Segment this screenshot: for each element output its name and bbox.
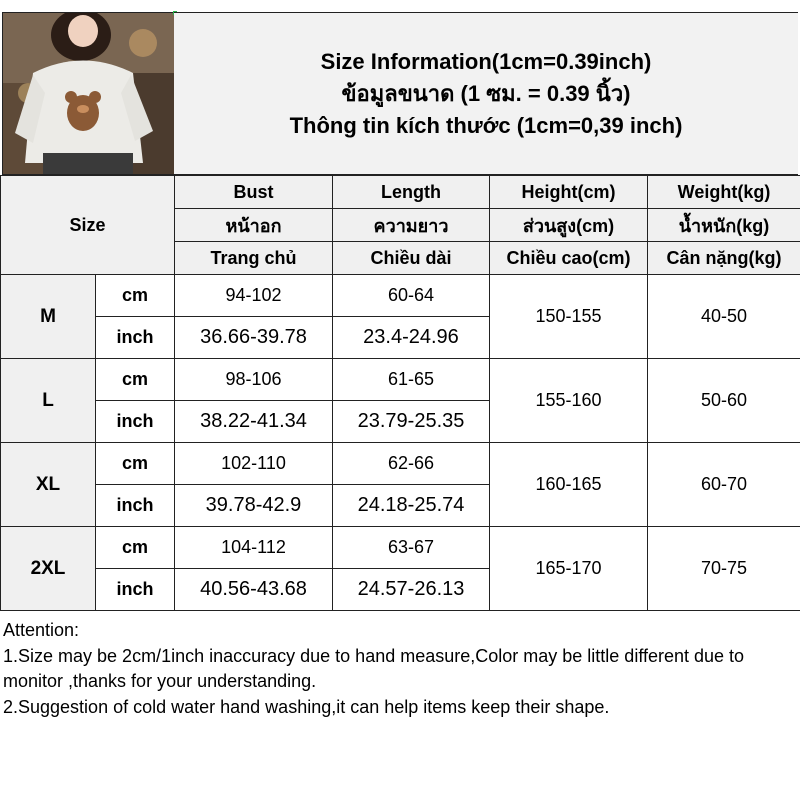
height-value: 165-170 xyxy=(490,527,648,611)
length-inch: 23.4-24.96 xyxy=(333,317,490,359)
attention-notes xyxy=(3,618,798,720)
length-header-thai: ความยาว xyxy=(333,209,490,242)
bust-cm: 104-112 xyxy=(175,527,333,569)
unit-inch: inch xyxy=(96,317,175,359)
length-header-vietnamese: Chiều dài xyxy=(333,242,490,275)
length-inch: 24.57-26.13 xyxy=(333,569,490,611)
bust-cm: 102-110 xyxy=(175,443,333,485)
length-inch: 23.79-25.35 xyxy=(333,401,490,443)
size-label: 2XL xyxy=(1,527,96,611)
bust-cm: 98-106 xyxy=(175,359,333,401)
size-label: M xyxy=(1,275,96,359)
title-vietnamese: Thông tin kích thước (1cm=0,39 inch) xyxy=(289,112,683,138)
length-cm: 63-67 xyxy=(333,527,490,569)
bust-header: Bust xyxy=(175,176,333,209)
note-line-2: 2.Suggestion of cold water hand washing,it can help items keep their shape. xyxy=(3,696,610,717)
length-cm: 61-65 xyxy=(333,359,490,401)
bust-header-thai: หน้าอก xyxy=(175,209,333,242)
table-row xyxy=(1,527,800,569)
product-photo xyxy=(2,12,175,175)
weight-value: 40-50 xyxy=(648,275,800,359)
unit-inch: inch xyxy=(96,485,175,527)
bust-cm: 94-102 xyxy=(175,275,333,317)
bust-inch: 40.56-43.68 xyxy=(175,569,333,611)
length-header: Length xyxy=(333,176,490,209)
unit-inch: inch xyxy=(96,401,175,443)
weight-value: 50-60 xyxy=(648,359,800,443)
height-header-thai: ส่วนสูง(cm) xyxy=(490,209,648,242)
size-column-header: Size xyxy=(1,176,175,275)
note-line-1: 1.Size may be 2cm/1inch inaccuracy due to hand measure,Color may be little different due to monitor ,thanks for your understanding. xyxy=(3,645,745,691)
weight-header-thai: น้ำหนัก(kg) xyxy=(648,209,800,242)
unit-cm: cm xyxy=(96,527,175,569)
unit-cm: cm xyxy=(96,443,175,485)
table-row xyxy=(1,359,800,401)
title-thai: ข้อมูลขนาด (1 ซม. = 0.39 นิ้ว) xyxy=(341,80,631,106)
bust-header-vietnamese: Trang chủ xyxy=(175,242,333,275)
header-row-english xyxy=(1,176,800,209)
weight-header-vietnamese: Cân nặng(kg) xyxy=(648,242,800,275)
height-value: 150-155 xyxy=(490,275,648,359)
height-header-vietnamese: Chiều cao(cm) xyxy=(490,242,648,275)
title-english: Size Information(1cm=0.39inch) xyxy=(320,48,652,74)
length-inch: 24.18-25.74 xyxy=(333,485,490,527)
weight-value: 70-75 xyxy=(648,527,800,611)
bust-inch: 36.66-39.78 xyxy=(175,317,333,359)
unit-inch: inch xyxy=(96,569,175,611)
unit-cm: cm xyxy=(96,275,175,317)
size-information-header xyxy=(174,12,798,175)
size-table xyxy=(0,175,800,611)
height-header: Height(cm) xyxy=(490,176,648,209)
length-cm: 60-64 xyxy=(333,275,490,317)
size-label: XL xyxy=(1,443,96,527)
bust-inch: 39.78-42.9 xyxy=(175,485,333,527)
height-value: 155-160 xyxy=(490,359,648,443)
table-row xyxy=(1,443,800,485)
unit-cm: cm xyxy=(96,359,175,401)
weight-header: Weight(kg) xyxy=(648,176,800,209)
length-cm: 62-66 xyxy=(333,443,490,485)
attention-heading: Attention: xyxy=(3,620,80,640)
height-value: 160-165 xyxy=(490,443,648,527)
bust-inch: 38.22-41.34 xyxy=(175,401,333,443)
table-row xyxy=(1,275,800,317)
size-label: L xyxy=(1,359,96,443)
weight-value: 60-70 xyxy=(648,443,800,527)
